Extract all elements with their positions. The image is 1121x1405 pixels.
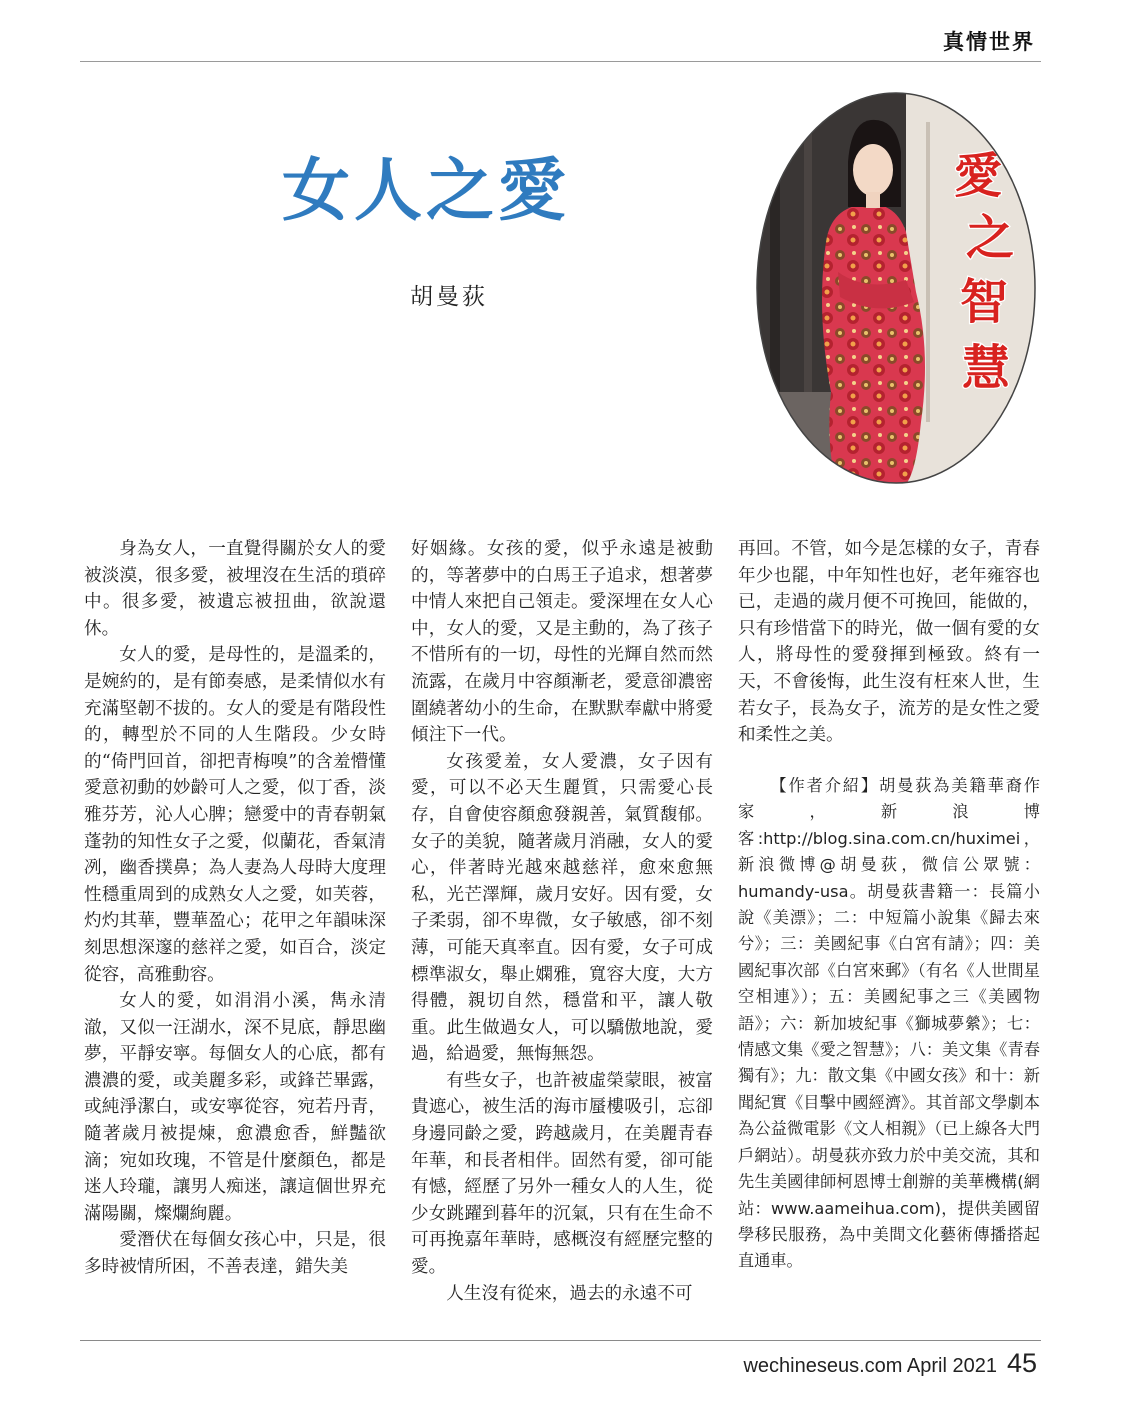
footer-rule (80, 1340, 1041, 1341)
article-author: 胡曼荻 (410, 284, 488, 310)
page-footer (743, 1348, 1037, 1379)
author-bio (738, 773, 1040, 1275)
calligraphy-char: 慧 (962, 340, 1011, 396)
paragraph: 女孩愛羞，女人愛濃，女子因有愛，可以不必天生麗質，只需愛心長存，自會使容顏愈發親善，氣質馥郁。女子的美貌，隨著歲月消融，女人的愛心，伴著時光越來越慈祥，愈來愈無私，光芒澤輝，歲月安好。因有愛，女子柔弱，卻不卑微，女子敏感，卻不刻薄，可能天真率直。因有愛，女子可成標準淑女，舉止嫻雅，寬容大度，大方得體，親切自然，穩當和平，讓人敬重。此生做過女人，可以驕傲地說，愛過，給過愛，無悔無怨。 (411, 751, 713, 1065)
paragraph: 好姻緣。女孩的愛，似乎永遠是被動的，等著夢中的白馬王子追求，想著夢中情人來把自己領走。愛深埋在女人心中，女人的愛，又是主動的，為了孩子不惜所有的一切，母性的光輝自然而然流露，在歲月中容顏漸老，愛意卻濃密圍繞著幼小的生命，在默默奉獻中將愛傾注下一代。 (411, 539, 713, 746)
paragraph: 女人的愛，如涓涓小溪，雋永清澈，又似一汪湖水，深不見底，靜思幽夢，平靜安寧。每個女人的心底，都有濃濃的愛，或美麗多彩，或鋒芒畢露，或純淨潔白，或安寧從容，宛若丹青，隨著歲月被提煉，愈濃愈香，鮮豔欲滴；宛如玫瑰，不管是什麼顏色，都是迷人玲瓏，讓男人痴迷，讓這個世界充滿陽關，燦爛絢麗。 (84, 991, 386, 1224)
header-rule (80, 61, 1041, 62)
paragraph: 身為女人，一直覺得關於女人的愛被淡漠，很多愛，被埋沒在生活的瑣碎中。很多愛，被遺忘被扭曲，欲說還休。 (84, 539, 386, 639)
calligraphy-char: 之 (966, 210, 1015, 266)
footer-site-date: wechineseus.com April 2021 (743, 1355, 997, 1377)
paragraph: 人生沒有從來，過去的永遠不可 (446, 1283, 693, 1304)
calligraphy-char: 愛 (954, 148, 1003, 204)
calligraphy-char: 智 (960, 274, 1009, 330)
page-number: 45 (1006, 1348, 1037, 1378)
paragraph: 再回。不管，如今是怎樣的女子，青春年少也罷，中年知性也好，老年雍容也已，走過的歲月便不可挽回，能做的，只有珍惜當下的時光，做一個有愛的女人，將母性的愛發揮到極致。終有一天，不會後悔，此生沒有枉來人世，生若女子，長為女子，流芳的是女性之愛和柔性之美。 (738, 539, 1040, 746)
section-label: 真情世界 (943, 29, 1035, 54)
article-column-1 (84, 536, 386, 1281)
article-title: 女人之愛 (282, 152, 571, 231)
paragraph: 女人的愛，是母性的，是溫柔的，是婉約的，是有節奏感，是柔情似水有充滿堅韌不拔的。女人的愛是有階段性的，轉型於不同的人生階段。少女時的“倚門回首，卻把青梅嗅”的含羞懵懂愛意初動的妙齡可人之愛，似丁香，淡雅芬芳，沁人心脾；戀愛中的青春朝氣蓬勃的知性女子之愛，似蘭花，香氣清冽，幽香撲鼻；為人妻為人母時大度理性穩重周到的成熟女人之愛，如芙蓉，灼灼其華，豐華盈心；花甲之年韻味深刻思想深邃的慈祥之愛，如百合，淡定從容，高雅動容。 (84, 645, 386, 985)
author-portrait (756, 92, 1036, 484)
paragraph: 愛潛伏在每個女孩心中，只是，很多時被情所困，不善表達，錯失美 (84, 1230, 386, 1278)
article-column-3 (738, 536, 1040, 749)
article-column-2 (411, 536, 713, 1307)
bio-text: 【作者介紹】胡曼荻為美籍華裔作家，新浪博客:http://blog.sina.com.cn/huximei，新浪微博@胡曼荻，微信公眾號：humandy-usa。胡曼荻書籍一：長篇小說《美漂》；二：中短篇小說集《歸去來兮》；三：美國紀事《白宮有請》；四：美國紀事次部《白宮來郵》（有名《人世間星空相連》）；五：美國紀事之三《美國物語》；六：新加坡紀事《獅城夢縈》；七：情感文集《愛之智慧》；八：美文集《青春獨有》；九：散文集《中國女孩》和十：新聞紀實《目擊中國經濟》。其首部文學劇本為公益微電影《文人相親》（已上線各大門戶網站）。胡曼荻亦致力於中美交流，其和先生美國律師柯恩博士創辦的美華機構(網站：www.aameihua.com)，提供美國留學移民服務，為中美間文化藝術傳播搭起直通車。 (738, 776, 1040, 1271)
paragraph: 有些女子，也許被虛榮蒙眼，被富貴遮心，被生活的海市蜃樓吸引，忘卻身邊同齡之愛，跨越歲月，在美麗青春年華，和長者相伴。固然有愛，卻可能有憾，經歷了另外一種女人的人生，從少女跳躍到暮年的沉氣，只有在生命不可再挽嘉年華時，感概沒有經歷完整的愛。 (411, 1070, 713, 1278)
